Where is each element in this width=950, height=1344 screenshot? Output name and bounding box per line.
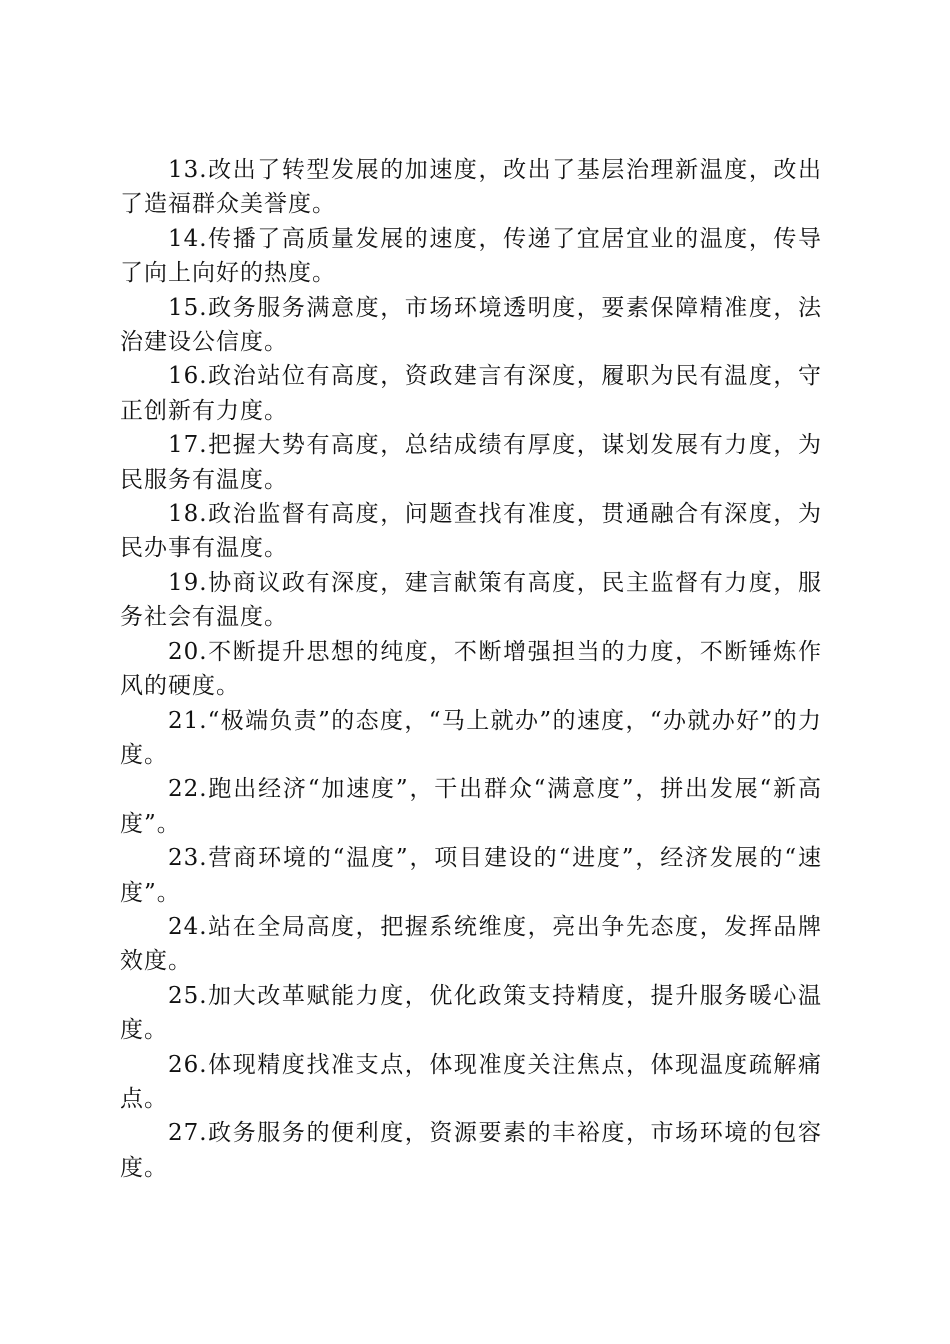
paragraph-16: 16.政治站位有高度，资政建言有深度，履职为民有温度，守正创新有力度。 — [120, 363, 822, 424]
paragraph-19: 19.协商议政有深度，建言献策有高度，民主监督有力度，服务社会有温度。 — [120, 569, 822, 631]
paragraph-22: 22.跑出经济“加速度”，干出群众“满意度”，拼出发展“新高度”。 — [120, 776, 822, 837]
paragraph-13: 13.改出了转型发展的加速度，改出了基层治理新温度，改出了造福群众美誉度。 — [120, 157, 822, 218]
document-body — [120, 153, 822, 1185]
paragraph-27: 27.政务服务的便利度，资源要素的丰裕度，市场环境的包容度。 — [120, 1120, 822, 1181]
paragraph-25: 25.加大改革赋能力度，优化政策支持精度，提升服务暖心温度。 — [120, 982, 822, 1044]
paragraph-17: 17.把握大势有高度，总结成绩有厚度，谋划发展有力度，为民服务有温度。 — [120, 432, 822, 493]
paragraph-23: 23.营商环境的“温度”，项目建设的“进度”，经济发展的“速度”。 — [120, 845, 822, 906]
paragraph-15: 15.政务服务满意度，市场环境透明度，要素保障精准度，法治建设公信度。 — [120, 294, 822, 356]
paragraph-26: 26.体现精度找准支点，体现准度关注焦点，体现温度疏解痛点。 — [120, 1051, 822, 1112]
paragraph-24: 24.站在全局高度，把握系统维度，亮出争先态度，发挥品牌效度。 — [120, 913, 822, 975]
paragraph-21: 21.“极端负责”的态度，“马上就办”的速度，“办就办好”的力度。 — [120, 707, 822, 768]
paragraph-20: 20.不断提升思想的纯度，不断增强担当的力度，不断锤炼作风的硬度。 — [120, 638, 822, 700]
paragraph-14: 14.传播了高质量发展的速度，传递了宜居宜业的温度，传导了向上向好的热度。 — [120, 225, 822, 287]
paragraph-18: 18.政治监督有高度，问题查找有准度，贯通融合有深度，为民办事有温度。 — [120, 501, 822, 562]
